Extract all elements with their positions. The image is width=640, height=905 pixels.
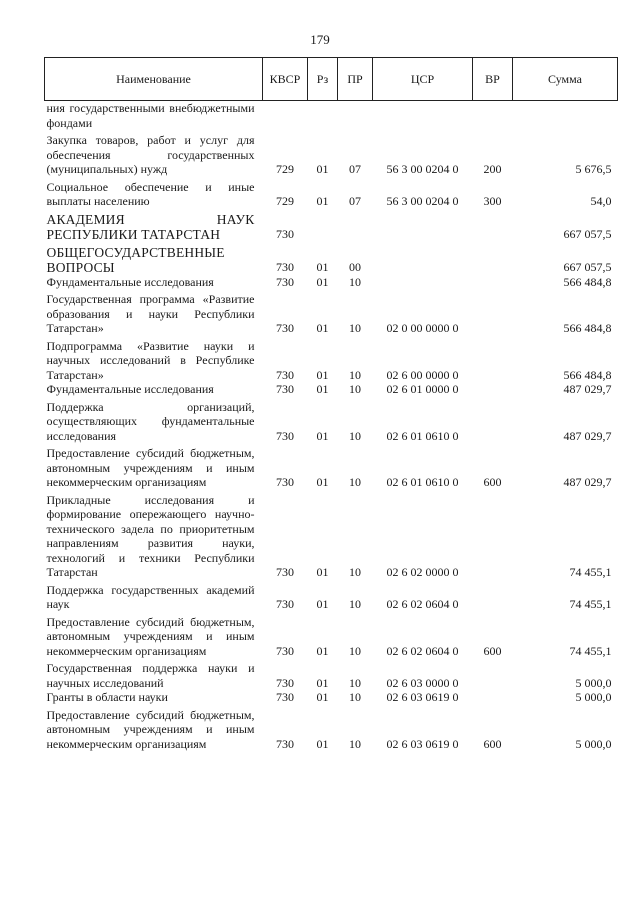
table-header-row bbox=[45, 58, 618, 101]
row-name: АКАДЕМИЯ НАУК РЕСПУБЛИКИ ТАТАРСТАН bbox=[46, 211, 255, 242]
row-name: Предоставление субсидий бюджетным, автономным учреждениям и иным некоммерческим организациям bbox=[46, 446, 255, 489]
row-csr: 02 6 01 0610 0 bbox=[386, 475, 459, 489]
row-pr: 07 bbox=[349, 162, 361, 176]
row-kvsr: 730 bbox=[276, 382, 294, 396]
row-sum: 5 000,0 bbox=[575, 675, 612, 690]
row-vr: 600 bbox=[483, 475, 502, 489]
row-csr: 56 3 00 0204 0 bbox=[386, 194, 459, 208]
row-kvsr: 730 bbox=[276, 274, 294, 289]
row-sum: 566 484,8 bbox=[563, 321, 612, 335]
row-vr bbox=[473, 382, 513, 397]
row-sum: 667 057,5 bbox=[563, 260, 612, 274]
row-kvsr: 730 bbox=[276, 227, 294, 241]
row-kvsr: 730 bbox=[276, 597, 294, 611]
row-name: Гранты в области науки bbox=[46, 690, 168, 704]
table-row bbox=[45, 275, 618, 290]
header-name: Наименование bbox=[45, 58, 263, 101]
table-row bbox=[45, 397, 618, 444]
row-sum: 5 000,0 bbox=[575, 736, 612, 751]
row-sum: 566 484,8 bbox=[563, 274, 612, 289]
row-csr bbox=[373, 242, 473, 275]
row-csr: 02 6 02 0604 0 bbox=[386, 597, 459, 611]
table-row bbox=[45, 490, 618, 580]
row-kvsr bbox=[263, 101, 308, 131]
row-name: ния государственными внебюджетными фондами bbox=[46, 101, 255, 130]
row-vr bbox=[473, 242, 513, 275]
row-pr: 10 bbox=[349, 736, 361, 751]
row-pr: 10 bbox=[349, 382, 361, 396]
row-name: Фундаментальные исследования bbox=[46, 274, 214, 289]
row-rz: 01 bbox=[316, 675, 329, 690]
row-name: Социальное обеспечение и иные выплаты населению bbox=[46, 179, 255, 208]
row-kvsr: 730 bbox=[276, 565, 294, 579]
row-name: Предоставление субсидий бюджетным, автономным учреждениям и иным некоммерческим организациям bbox=[46, 707, 255, 751]
row-sum: 487 029,7 bbox=[563, 475, 612, 489]
header-csr: ЦСР bbox=[373, 58, 473, 101]
row-csr: 02 6 02 0000 0 bbox=[386, 565, 459, 579]
row-rz: 01 bbox=[316, 162, 329, 176]
row-pr bbox=[338, 101, 373, 131]
row-csr: 02 6 01 0610 0 bbox=[386, 428, 459, 443]
row-csr: 02 6 01 0000 0 bbox=[386, 382, 459, 396]
row-rz: 01 bbox=[316, 597, 329, 611]
row-vr bbox=[473, 275, 513, 290]
row-name: Предоставление субсидий бюджетным, автономным учреждениям и иным некоммерческим организациям bbox=[46, 614, 255, 658]
row-sum: 74 455,1 bbox=[569, 597, 612, 611]
row-rz: 01 bbox=[316, 382, 329, 396]
row-vr bbox=[473, 209, 513, 242]
row-vr bbox=[473, 490, 513, 580]
row-sum bbox=[513, 101, 618, 131]
row-name: ОБЩЕГОСУДАРСТВЕННЫЕ ВОПРОСЫ bbox=[46, 244, 225, 275]
row-vr: 600 bbox=[483, 736, 502, 751]
row-csr: 02 6 02 0604 0 bbox=[386, 643, 459, 658]
row-kvsr: 730 bbox=[276, 475, 294, 489]
row-kvsr: 730 bbox=[276, 321, 294, 335]
row-kvsr: 730 bbox=[276, 643, 294, 658]
row-vr bbox=[473, 289, 513, 336]
row-sum: 74 455,1 bbox=[569, 643, 612, 658]
row-pr: 10 bbox=[349, 565, 361, 579]
table-row bbox=[45, 130, 618, 177]
row-csr: 02 6 03 0619 0 bbox=[386, 736, 459, 751]
row-vr: 200 bbox=[483, 162, 502, 176]
row-csr bbox=[373, 275, 473, 290]
table-row bbox=[45, 382, 618, 397]
row-pr: 10 bbox=[349, 274, 361, 289]
page-number: 179 bbox=[310, 32, 330, 47]
row-csr: 56 3 00 0204 0 bbox=[386, 162, 459, 176]
row-kvsr: 730 bbox=[276, 260, 294, 274]
row-kvsr: 729 bbox=[276, 162, 294, 176]
table-row bbox=[45, 101, 618, 131]
row-csr bbox=[373, 101, 473, 131]
row-name: Подпрограмма «Развитие науки и научных исследований в Республике Татарстан» bbox=[46, 338, 255, 382]
row-name: Прикладные исследования и формирование опережающего научно-технического задела по приоритетным направлениям развития науки, технологий и техники Республики Татарстан bbox=[46, 492, 255, 579]
row-rz: 01 bbox=[316, 260, 329, 274]
row-pr: 07 bbox=[349, 194, 361, 208]
row-kvsr: 730 bbox=[276, 675, 294, 690]
row-vr: 600 bbox=[483, 643, 502, 658]
row-name: Поддержка организаций, осуществляющих фундаментальные исследования bbox=[46, 399, 255, 443]
row-pr: 10 bbox=[349, 321, 361, 335]
row-pr: 10 bbox=[349, 597, 361, 611]
row-rz: 01 bbox=[316, 428, 329, 443]
row-vr: 300 bbox=[483, 194, 502, 208]
row-vr bbox=[473, 397, 513, 444]
header-kvsr: КВСР bbox=[263, 58, 308, 101]
row-kvsr: 730 bbox=[276, 428, 294, 443]
header-pr: ПР bbox=[338, 58, 373, 101]
header-rz: Рз bbox=[308, 58, 338, 101]
table-row bbox=[45, 705, 618, 752]
row-sum: 487 029,7 bbox=[563, 428, 612, 443]
row-pr: 10 bbox=[349, 367, 361, 382]
budget-table bbox=[44, 57, 618, 751]
header-sum: Сумма bbox=[513, 58, 618, 101]
row-rz: 01 bbox=[316, 475, 329, 489]
table-row bbox=[45, 580, 618, 612]
row-kvsr: 730 bbox=[276, 367, 294, 382]
row-rz: 01 bbox=[316, 194, 329, 208]
row-name: Государственная поддержка науки и научных исследований bbox=[46, 661, 255, 690]
row-sum: 667 057,5 bbox=[563, 227, 612, 241]
table-row bbox=[45, 289, 618, 336]
row-sum: 5 676,5 bbox=[575, 162, 612, 176]
row-pr bbox=[338, 209, 373, 242]
row-rz bbox=[308, 209, 338, 242]
row-name: Государственная программа «Развитие образования и науки Республики Татарстан» bbox=[46, 292, 255, 335]
table-row bbox=[45, 443, 618, 490]
row-rz: 01 bbox=[316, 274, 329, 289]
header-vr: ВР bbox=[473, 58, 513, 101]
row-vr bbox=[473, 580, 513, 612]
row-kvsr: 729 bbox=[276, 194, 294, 208]
table-row bbox=[45, 612, 618, 659]
row-pr: 10 bbox=[349, 475, 361, 489]
row-sum: 487 029,7 bbox=[563, 382, 612, 396]
row-kvsr: 730 bbox=[276, 690, 294, 704]
table-row bbox=[45, 658, 618, 690]
table-row bbox=[45, 690, 618, 705]
row-rz: 01 bbox=[316, 690, 329, 704]
row-name: Закупка товаров, работ и услуг для обеспечения государственных (муниципальных) нужд bbox=[46, 133, 255, 176]
row-vr bbox=[473, 101, 513, 131]
row-pr: 10 bbox=[349, 428, 361, 443]
row-sum: 54,0 bbox=[590, 194, 612, 208]
row-pr: 10 bbox=[349, 675, 361, 690]
row-pr: 10 bbox=[349, 643, 361, 658]
table-row bbox=[45, 336, 618, 383]
row-rz: 01 bbox=[316, 321, 329, 335]
row-rz: 01 bbox=[316, 367, 329, 382]
table-row bbox=[45, 209, 618, 242]
row-sum: 74 455,1 bbox=[569, 565, 612, 579]
row-sum: 566 484,8 bbox=[563, 367, 612, 382]
row-rz: 01 bbox=[316, 643, 329, 658]
row-vr bbox=[473, 658, 513, 690]
row-name: Поддержка государственных академий наук bbox=[46, 582, 255, 611]
row-pr: 00 bbox=[349, 260, 361, 274]
table-row bbox=[45, 177, 618, 209]
row-csr: 02 0 00 0000 0 bbox=[386, 321, 459, 335]
row-vr bbox=[473, 690, 513, 705]
row-rz: 01 bbox=[316, 565, 329, 579]
row-csr: 02 6 03 0619 0 bbox=[386, 690, 459, 704]
row-kvsr: 730 bbox=[276, 736, 294, 751]
row-vr bbox=[473, 336, 513, 383]
table-row bbox=[45, 242, 618, 275]
row-rz: 01 bbox=[316, 736, 329, 751]
row-csr: 02 6 03 0000 0 bbox=[386, 675, 459, 690]
row-sum: 5 000,0 bbox=[575, 690, 612, 704]
row-rz bbox=[308, 101, 338, 131]
row-csr: 02 6 00 0000 0 bbox=[386, 367, 459, 382]
row-pr: 10 bbox=[349, 690, 361, 704]
row-csr bbox=[373, 209, 473, 242]
row-name: Фундаментальные исследования bbox=[46, 382, 214, 396]
